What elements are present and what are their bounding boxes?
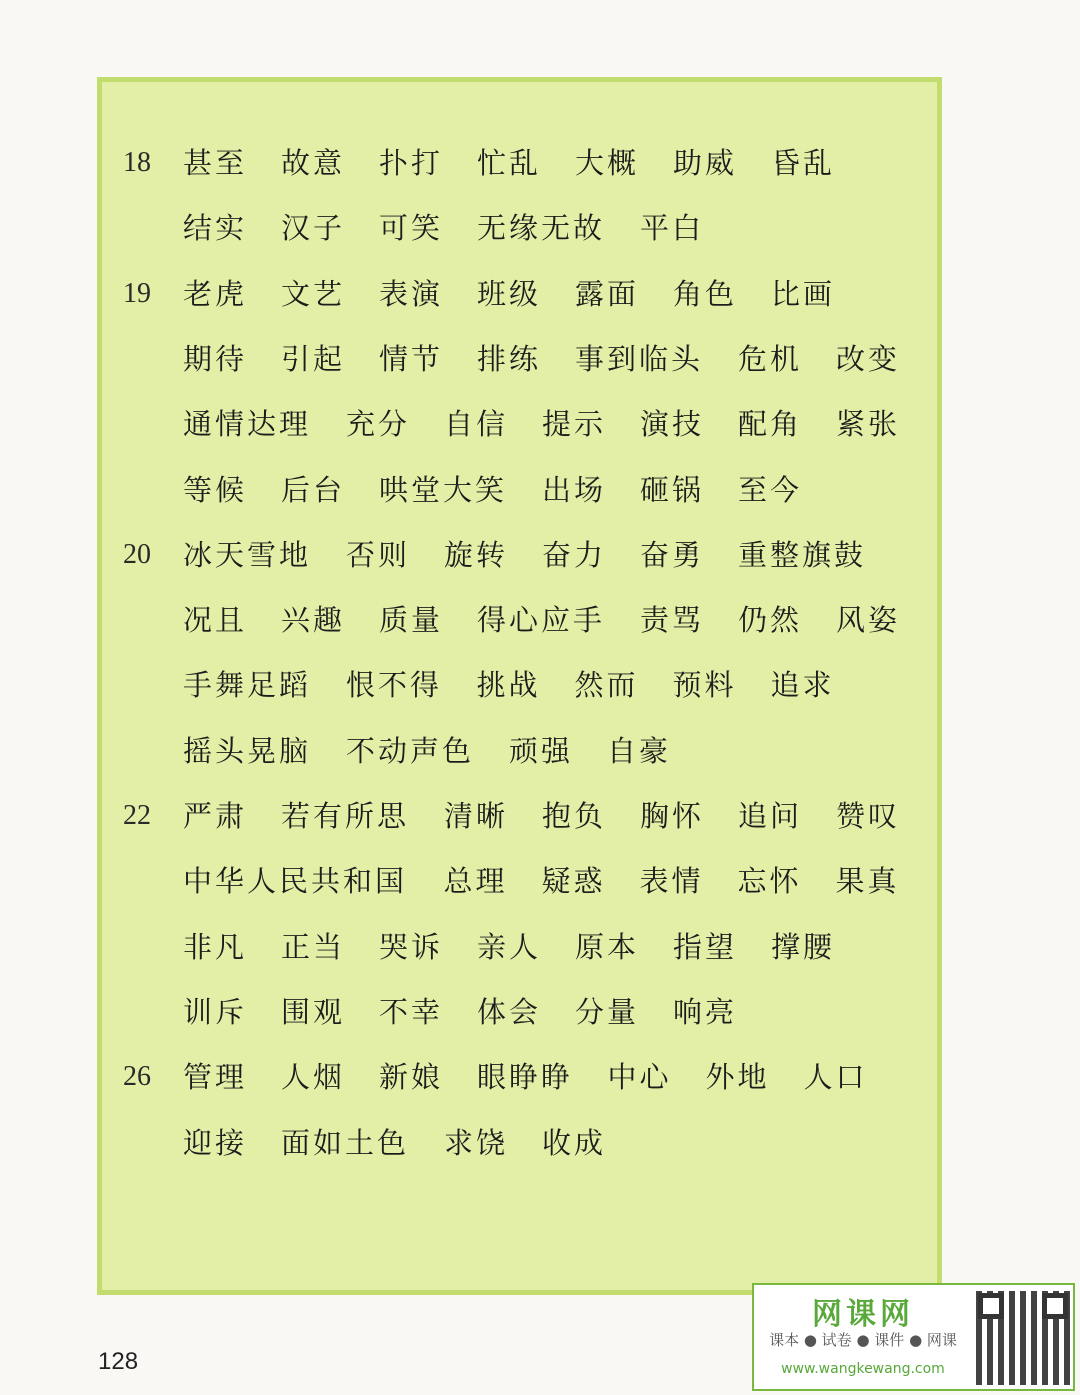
vocabulary-word: 奋勇 [640, 538, 705, 572]
vocabulary-word: 新娘 [379, 1060, 444, 1094]
vocabulary-word: 后台 [281, 473, 346, 507]
vocabulary-word: 昏乱 [771, 146, 836, 180]
lesson-number: 26 [123, 1061, 151, 1092]
vocabulary-word: 至今 [738, 473, 803, 507]
vocabulary-word: 无缘无故 [477, 211, 606, 245]
vocabulary-word: 果真 [835, 864, 900, 898]
vocabulary-word: 结实 [183, 211, 248, 245]
watermark-logo [752, 1283, 1075, 1391]
page-number: 128 [98, 1348, 139, 1375]
vocabulary-word: 预料 [672, 668, 737, 702]
vocabulary-word: 角色 [673, 277, 738, 311]
vocabulary-word: 清晰 [444, 799, 509, 833]
vocabulary-word: 严肃 [183, 799, 248, 833]
vocabulary-word: 求饶 [444, 1126, 509, 1160]
vocabulary-word: 哭诉 [379, 930, 444, 964]
vocabulary-word: 班级 [477, 277, 542, 311]
vocabulary-word: 紧张 [836, 407, 901, 441]
vocabulary-word: 疑惑 [541, 864, 606, 898]
vocabulary-word: 充分 [346, 407, 411, 441]
vocabulary-word: 老虎 [183, 277, 248, 311]
vocabulary-word: 自豪 [607, 734, 672, 768]
vocabulary-word: 奋力 [542, 538, 607, 572]
vocabulary-word: 危机 [738, 342, 803, 376]
vocabulary-word: 指望 [673, 930, 738, 964]
vocabulary-word: 响亮 [673, 995, 738, 1029]
lesson-number: 18 [123, 147, 151, 178]
vocabulary-word: 通情达理 [183, 407, 312, 441]
vocabulary-word: 兴趣 [281, 603, 346, 637]
vocabulary-word: 助威 [673, 146, 738, 180]
vocabulary-word: 改变 [836, 342, 901, 376]
vocabulary-word: 然而 [574, 668, 639, 702]
vocabulary-word: 中华人民共和国 [183, 864, 408, 898]
vocabulary-word: 追问 [738, 799, 803, 833]
vocabulary-word: 若有所思 [281, 799, 410, 833]
vocabulary-word: 演技 [640, 407, 705, 441]
vocabulary-word: 忙乱 [477, 146, 542, 180]
vocabulary-word: 重整旗鼓 [738, 538, 867, 572]
vocabulary-word: 故意 [281, 146, 346, 180]
vocabulary-word: 表演 [379, 277, 444, 311]
vocabulary-word: 风姿 [836, 603, 901, 637]
vocabulary-word: 摇头晃脑 [183, 734, 312, 768]
vocabulary-word: 外地 [705, 1060, 770, 1094]
vocabulary-word: 哄堂大笑 [379, 473, 508, 507]
vocabulary-word: 追求 [770, 668, 835, 702]
vocabulary-word: 冰天雪地 [183, 538, 312, 572]
vocabulary-word: 眼睁睁 [477, 1060, 574, 1094]
vocabulary-word: 扑打 [379, 146, 444, 180]
vocabulary-word: 收成 [542, 1126, 607, 1160]
vocabulary-word: 期待 [183, 342, 248, 376]
vocabulary-word: 中心 [607, 1060, 672, 1094]
vocabulary-word: 非凡 [183, 930, 248, 964]
watermark-url: www.wangkewang.com [781, 1361, 945, 1377]
vocabulary-word: 出场 [542, 473, 607, 507]
vocabulary-word: 恨不得 [346, 668, 443, 702]
vocabulary-word: 正当 [281, 930, 346, 964]
vocabulary-word: 面如土色 [281, 1126, 410, 1160]
vocabulary-word: 不动声色 [346, 734, 475, 768]
vocabulary-word: 迎接 [183, 1126, 248, 1160]
lesson-number: 20 [123, 539, 151, 570]
vocabulary-word: 顽强 [509, 734, 574, 768]
vocabulary-word: 提示 [542, 407, 607, 441]
vocabulary-word: 体会 [477, 995, 542, 1029]
vocabulary-word: 文艺 [281, 277, 346, 311]
vocabulary-word: 管理 [183, 1060, 248, 1094]
vocabulary-word: 况且 [183, 603, 248, 637]
vocabulary-word: 事到临头 [575, 342, 704, 376]
vocabulary-word: 围观 [281, 995, 346, 1029]
vocabulary-word: 大概 [575, 146, 640, 180]
vocabulary-word: 责骂 [640, 603, 705, 637]
vocabulary-word: 平白 [640, 211, 705, 245]
vocabulary-word: 撑腰 [771, 930, 836, 964]
vocabulary-word: 训斥 [183, 995, 248, 1029]
watermark-tags: 课本 ● 试卷 ● 课件 ● 网课 [769, 1331, 957, 1349]
vocabulary-word: 等候 [183, 473, 248, 507]
vocabulary-word: 比画 [771, 277, 836, 311]
vocabulary-word: 引起 [281, 342, 346, 376]
vocabulary-word: 胸怀 [640, 799, 705, 833]
vocabulary-word: 否则 [346, 538, 411, 572]
vocabulary-word: 得心应手 [477, 603, 606, 637]
vocabulary-word: 露面 [575, 277, 640, 311]
vocabulary-word: 配角 [738, 407, 803, 441]
vocabulary-word: 抱负 [542, 799, 607, 833]
vocabulary-word: 人口 [803, 1060, 868, 1094]
vocabulary-word: 手舞足蹈 [183, 668, 312, 702]
vocabulary-word: 原本 [575, 930, 640, 964]
qr-code-icon [976, 1291, 1070, 1385]
vocabulary-word: 质量 [379, 603, 444, 637]
vocabulary-word: 旋转 [444, 538, 509, 572]
vocabulary-word: 不幸 [379, 995, 444, 1029]
vocabulary-word: 赞叹 [836, 799, 901, 833]
vocabulary-word: 总理 [443, 864, 508, 898]
watermark-title: 网课网 [812, 1297, 914, 1332]
vocabulary-word: 人烟 [281, 1060, 346, 1094]
vocabulary-word: 可笑 [379, 211, 444, 245]
vocabulary-word: 砸锅 [640, 473, 705, 507]
lesson-number: 19 [123, 278, 151, 309]
vocabulary-word: 仍然 [738, 603, 803, 637]
vocabulary-word: 情节 [379, 342, 444, 376]
vocabulary-word: 分量 [575, 995, 640, 1029]
vocabulary-word: 亲人 [477, 930, 542, 964]
lesson-number: 22 [123, 800, 151, 831]
vocabulary-word: 甚至 [183, 146, 248, 180]
vocabulary-word: 表情 [639, 864, 704, 898]
vocabulary-word: 忘怀 [737, 864, 802, 898]
vocabulary-word: 挑战 [476, 668, 541, 702]
vocabulary-word: 自信 [444, 407, 509, 441]
vocabulary-word: 排练 [477, 342, 542, 376]
vocabulary-word: 汉子 [281, 211, 346, 245]
